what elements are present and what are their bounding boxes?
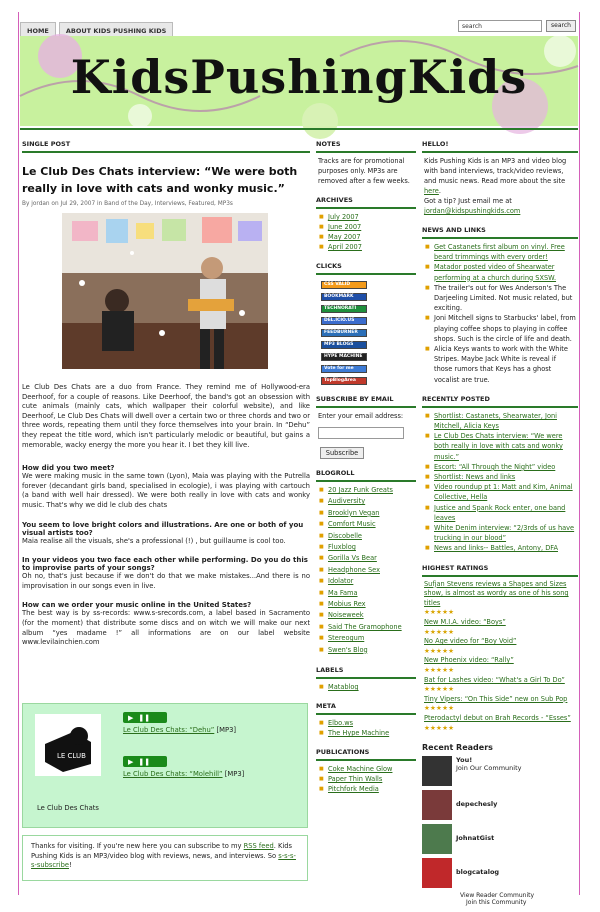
rating-link[interactable]: New M.I.A. video: “Boys” [424,618,506,627]
rating-link[interactable]: Pterodactyl debut on Brah Records - “Esses” [424,714,571,722]
clicks-section [316,260,416,387]
css-valid-badge[interactable]: CSS VALID [321,281,367,289]
star-rating: ★★★★★ [424,666,455,675]
album-art [35,714,101,776]
ratings-list [422,577,578,736]
tab-about[interactable]: ABOUT KIDS PUSHING KIDS [59,22,173,38]
qa-question: In your videos you two face each other while performing. Do you do this to improvise parts of your songs? [22,556,308,573]
star-rating: ★★★★★ [424,704,455,713]
qa-question: You seem to love bright colors and illustrations. Are one or both of you visual artists too? [22,520,304,537]
blogroll-link[interactable]: ■ Mobius Rex [318,599,414,610]
news-item[interactable] [424,242,576,262]
archive-link[interactable]: ■ June 2007 [318,222,414,232]
star-rating: ★★★★★ [424,723,455,732]
about-link[interactable]: here [424,187,439,195]
section-heading: SINGLE POST [22,138,310,153]
qa-answer: We were making music in the same town (Lyon), Maia was playing with the Putrella forever (decandant girls band, specialised in ecologie), i was playing with cartouch (a band with well hair dressed). We were both really in love with cats and wonky music. That's why we did le club des chats [22,472,310,509]
topblogarea-badge[interactable]: TopBlogArea [321,377,367,385]
post-byline: By jordan on Jul 29, 2007 in Band of the Day, Interviews, Featured, MP3s [22,201,233,207]
rating-link[interactable]: No Age video for “Boy Void” [424,637,517,646]
search-input[interactable]: search [458,20,542,32]
meta-link[interactable]: ■ The Hype Machine [318,728,414,738]
reader-sub[interactable]: Join Our Community [456,764,522,773]
blogroll-link[interactable]: ■ Swen's Blog [318,645,414,656]
rss-link[interactable]: RSS feed [243,842,274,850]
subscribe-button[interactable]: Subscribe [320,447,364,459]
track-format: [MP3] [216,726,237,734]
recent-heading: RECENTLY POSTED [422,393,578,408]
star-rating: ★★★★★ [424,608,455,617]
meta-section [316,700,416,740]
pause-icon[interactable]: ❚❚ [138,713,151,722]
notes-text: Tracks are for promotional purposes only. MP3s are removed after a few weeks. [318,157,410,185]
thanks-text: ! [69,861,72,870]
reader-name[interactable]: blogcatalog [456,868,500,877]
recent-link[interactable]: ■ Video roundup pt 1: Matt and Kim, Animal Collective, Hella [424,482,576,502]
blogroll-link[interactable]: ■ Comfort Music [318,519,414,530]
news-link[interactable]: Matador posted video of Shearwater performing at a church during SXSW. [434,263,557,282]
archive-link[interactable]: ■ April 2007 [318,242,414,252]
reader-entry[interactable] [422,858,578,888]
labels-section [316,664,416,694]
track-row [123,756,244,778]
email-link[interactable]: jordan@kidspushingkids.com [424,207,521,215]
archives-section [316,194,416,254]
news-item[interactable] [424,262,576,282]
play-controls[interactable] [123,756,167,767]
track-row [123,712,236,734]
news-text: The trailer's out for Wes Anderson's The Darjeeling Limited. Not music related, but exciting. [434,283,573,313]
qa-question: How did you two meet? [22,464,115,473]
blogroll-section [316,467,416,658]
recent-section [422,393,578,556]
technorati-badge[interactable]: TECHNORATI [321,305,367,313]
hype-machine-badge[interactable]: HYPE MACHINE [321,353,367,361]
avatar[interactable] [422,858,452,888]
labels-heading: LABELS [316,664,416,679]
ratings-heading: HIGHEST RATINGS [422,562,578,577]
blogroll-link[interactable]: ■ Noiseweek [318,610,414,621]
news-text: Alicia Keys wants to work with the White Stripes. Maybe Jack White is reveal if those rumors that Keys has a ghost vocalist are true. [434,345,568,384]
thanks-text: Thanks for visiting. If you're new here you can subscribe to my [31,842,244,850]
track-link[interactable]: Le Club Des Chats: “Molehill” [123,770,223,778]
avatar[interactable] [422,756,452,786]
hello-text: Kids Pushing Kids is an MP3 and video blog with band interviews, track/video reviews, and music news. Read more about the site [424,157,567,185]
search-button[interactable]: search [546,20,576,32]
news-text: Joni Mitchell signs to Starbucks' label, from playing coffee shops to playing in coffee shops. Such is the circle of life and death. [434,314,576,343]
mp3-player-box [22,703,308,828]
news-section [422,224,578,387]
blogroll-link[interactable]: ■ Discobelle [318,531,414,542]
view-community-link[interactable]: View Reader Community [460,892,535,900]
avatar[interactable] [422,824,452,854]
subscribe-section [316,393,416,461]
readers-heading: Recent Readers [422,743,493,753]
news-item[interactable] [424,313,576,344]
meta-link[interactable]: ■ Elbo.ws [318,718,414,728]
label-link[interactable]: ■ Matablog [318,682,414,692]
qa-answer: The best way is by ss-records: www.s-srecords.com, a label based in Sacramento (for the moment) that distribute some discs and on witch we will make our next album “yes madame !” all informations are on our label website www.levilainchien.com [22,609,310,647]
rating-link[interactable]: New Phoenix video: “Rally” [424,656,514,665]
reader-entry[interactable] [422,790,578,820]
right-sidebar [422,138,578,912]
news-heading: NEWS AND LINKS [422,224,578,239]
archive-link[interactable]: ■ May 2007 [318,232,414,242]
reader-name[interactable]: depechesly [456,800,498,809]
news-item[interactable] [424,344,576,385]
rating-link[interactable]: Tiny Vipers: “On This Side” new on Sub Pop [424,694,568,703]
hello-section: HELLO! Kids Pushing Kids is an MP3 and video blog with band interviews, track/video reviews, and music news. Read more about the site here. Got a tip? Just email me at jordan@kidspushingkids.com [422,138,578,218]
news-link[interactable]: Get Castanets first album on vinyl. Free beard trimmings with every order! [434,243,565,262]
banner-divider [20,128,578,130]
hello-heading: HELLO! [422,138,578,153]
post-intro: Le Club Des Chats are a duo from France. They remind me of Hollywood-era Deerhoof, for a couple of reasons. Like Deerhoof, the band's got an obsession with cute animals (mainly cats, which wallpaper their colorful website), and like Deerhoof, Le Club Des Chats will dwell over a certain two or three chords and two or three words, repeating them until they force themselves into your brain. In “Dehu” they repeat the title word, which isn't particularly melodic or beautiful, but gains a memorable, wacky energy the more you hear it. I bet they kill live. [22,383,310,449]
star-rating: ★★★★★ [424,627,455,636]
subscribe-heading: SUBSCRIBE BY EMAIL [316,393,416,408]
avatar[interactable] [422,790,452,820]
reader-entry[interactable] [422,824,578,854]
publication-link[interactable]: ■ Coke Machine Glow [318,764,414,774]
reader-name[interactable]: You! [456,756,473,765]
star-rating: ★★★★★ [424,685,455,694]
clicks-heading: CLICKS [316,260,416,275]
post-title[interactable]: Le Club Des Chats interview: “We were both really in love with cats and wonky music.” [22,165,298,195]
main-column [22,138,310,648]
recent-link[interactable]: ■ White Denim interview: “2/3rds of us have trucking in our blood” [424,523,576,543]
banner-title: KidsPushingKids [70,50,528,104]
recent-link[interactable]: ■ Justice and Spank Rock enter, one band leaves [424,503,576,523]
recent-link[interactable]: ■ Escort: “All Through the Night” video [424,462,576,472]
delicious-badge[interactable]: DEL.ICIO.US [321,317,367,325]
thanks-text: . Kids Pushing Kids is an MP3/video blog with reviews, news, and interviews. So [31,842,292,860]
site-banner[interactable] [20,36,578,126]
thanks-box [22,835,308,881]
qa-question: How can we order your music online in the United States? [22,601,252,610]
ratings-section [422,562,578,736]
star-rating: ★★★★★ [424,646,455,655]
blogroll-link[interactable]: ■ Gorilla Vs Bear [318,553,414,564]
contact-text: Got a tip? Just email me at [424,197,512,205]
blogroll-heading: BLOGROLL [316,467,416,482]
qa-answer: Oh no, that's just because if we don't do that we make mistakes...And there is no improvisation in our songs even in live. [22,572,310,590]
email-label: Enter your email address: [318,412,404,420]
recent-link[interactable]: ■ Le Club Des Chats interview: “We were both really in love with cats and wonky music.” [424,431,576,462]
qa-answer: Maia realise all the visuals, she's a professional (!) , but guillaume is cool too. [22,536,286,545]
readers-section [422,741,578,906]
search-bar [458,20,576,32]
blogroll-link[interactable]: ■ Audiversity [318,496,414,507]
mp3blogs-badge[interactable]: MP3 BLOGS [321,341,367,349]
feedburner-badge[interactable]: FEEDBURNER [321,329,367,337]
publication-link[interactable]: ■ Paper Thin Walls [318,774,414,784]
vote-badge[interactable]: Vote for me [321,365,367,373]
news-item[interactable] [424,283,576,314]
email-field[interactable] [318,427,404,439]
pause-icon[interactable]: ❚❚ [138,757,151,766]
tab-home[interactable]: HOME [20,22,56,38]
recent-link[interactable]: ■ Shortlist: News and links [424,472,576,482]
recent-link[interactable]: ■ News and links-- Battles, Antony, DFA [424,543,576,553]
post-photo [62,213,268,369]
archives-heading: ARCHIVES [316,194,416,209]
reader-entry[interactable] [422,756,578,786]
meta-heading: META [316,700,416,715]
join-community-link[interactable]: Join this Community [466,899,527,907]
play-icon[interactable]: ▶ [128,713,134,722]
recent-link[interactable]: ■ Shortlist: Castanets, Shearwater, Joni Mitchell, Alicia Keys [424,411,576,431]
svg-text:LE CLUB: LE CLUB [57,752,86,760]
blogroll-link[interactable]: ■ Ma Fama [318,588,414,599]
blogroll-link[interactable]: ■ 20 Jazz Funk Greats [318,485,414,496]
track-link[interactable]: Le Club Des Chats: “Dehu” [123,726,215,734]
reader-name[interactable]: JohnatGist [456,834,495,843]
blogroll-link[interactable]: ■ Idolator [318,576,414,587]
publication-link[interactable]: ■ Pitchfork Media [318,784,414,794]
rating-link[interactable]: Bat for Lashes video: “What's a Girl To Do” [424,675,565,684]
bookmark-badge[interactable]: BOOKMARK [321,293,367,301]
player-caption: Le Club Des Chats [37,804,99,812]
publications-section [316,746,416,796]
blogroll-link[interactable]: ■ Fluxblog [318,542,414,553]
play-icon[interactable]: ▶ [128,757,134,766]
rating-link[interactable]: Sufjan Stevens reviews a Shapes and Sizes show, is almost as wordy as one of his song titles [424,579,569,607]
blogroll-link[interactable]: ■ Headphone Sex [318,565,414,576]
subscribe-link[interactable]: s-s-s-s-subscribe [31,851,296,870]
blogroll-link[interactable]: ■ Stereogum [318,633,414,644]
archive-link[interactable]: ■ July 2007 [318,212,414,222]
blogroll-link[interactable]: ■ Said The Gramophone [318,622,414,633]
play-controls[interactable] [123,712,167,723]
notes-section [316,138,416,188]
track-format: [MP3] [224,770,245,778]
middle-sidebar [316,138,416,802]
blogroll-link[interactable]: ■ Brooklyn Vegan [318,508,414,519]
publications-heading: PUBLICATIONS [316,746,416,761]
notes-heading: NOTES [316,138,416,153]
